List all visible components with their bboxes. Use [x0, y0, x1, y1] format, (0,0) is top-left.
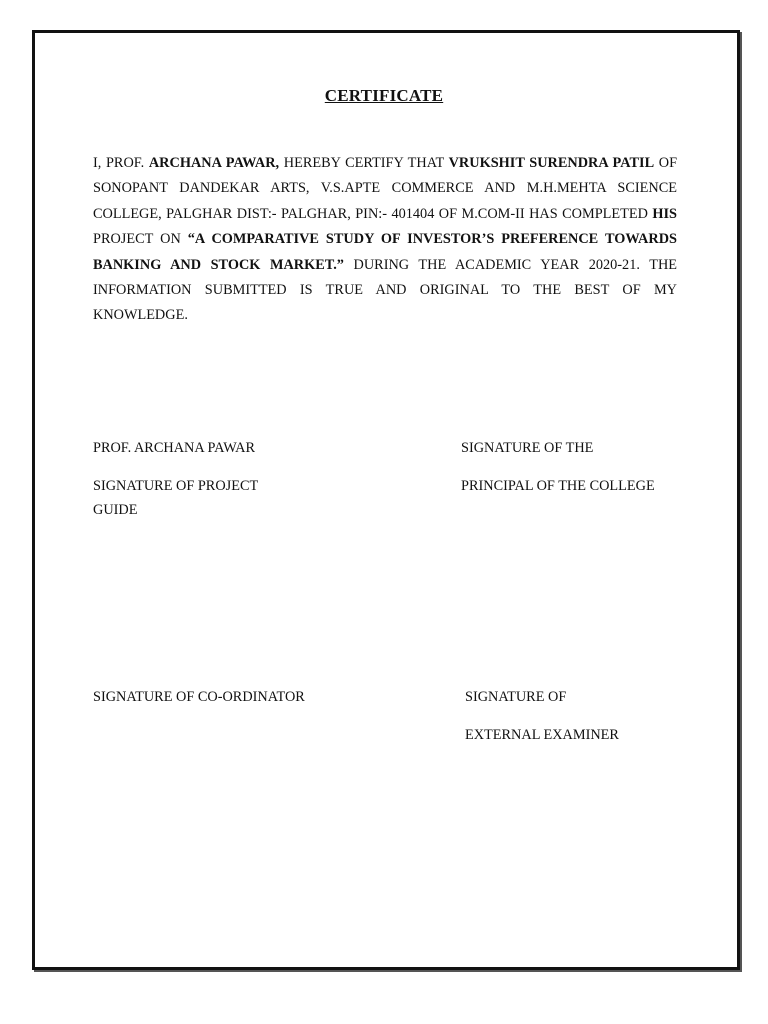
body-text-1: I, PROF. [93, 155, 145, 171]
student-name-bold: VRUKSHIT SURENDRA PATIL [448, 155, 655, 171]
guide-signature-line2: GUIDE [93, 502, 138, 518]
coordinator-signature: SIGNATURE OF CO-ORDINATOR [93, 689, 305, 705]
certificate-body [93, 151, 677, 329]
examiner-signature-line1: SIGNATURE OF [465, 689, 567, 705]
certificate-title: CERTIFICATE [324, 86, 444, 105]
principal-signature-line1: SIGNATURE OF THE [461, 440, 594, 456]
guide-signature-line1: SIGNATURE OF PROJECT [93, 478, 259, 494]
guide-name: PROF. ARCHANA PAWAR [93, 440, 256, 456]
pronoun-bold: HIS [652, 205, 677, 222]
body-text-5: DURING THE ACADEMIC YEAR 2020-21. THE INFORMATION SUBMITTED IS TRUE AND ORIGINAL TO THE BEST OF MY KNOWLEDGE. [93, 256, 678, 324]
body-text-4: PROJECT ON [93, 231, 181, 248]
principal-signature-line2: PRINCIPAL OF THE COLLEGE [461, 478, 655, 494]
examiner-signature-line2: EXTERNAL EXAMINER [465, 727, 619, 743]
guide-name-bold: ARCHANA PAWAR, [148, 155, 280, 171]
body-text-3: OF SONOPANT DANDEKAR ARTS, V.S.APTE COMMERCE AND M.H.MEHTA SCIENCE COLLEGE, PALGHAR DIST:- PALGHAR, PIN:- 401404 OF M.COM-II HAS COMPLETED [93, 155, 678, 222]
body-text-2: HEREBY CERTIFY THAT [283, 155, 444, 171]
project-title-bold: “A COMPARATIVE STUDY OF INVESTOR’S PREFERENCE TOWARDS BANKING AND STOCK MARKET.” [93, 231, 677, 273]
